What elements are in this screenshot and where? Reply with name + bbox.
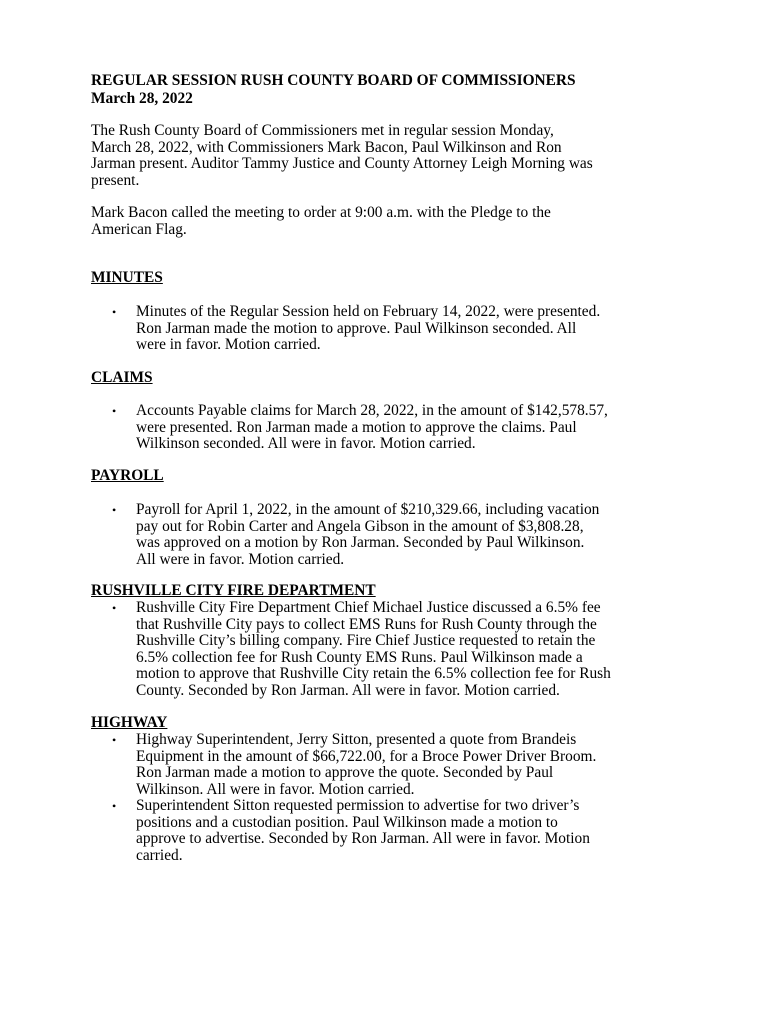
text-line: Accounts Payable claims for March 28, 2022, in the amount of $142,578.57,	[136, 402, 608, 419]
text-line: Ron Jarman made the motion to approve. Paul Wilkinson seconded. All	[136, 319, 577, 337]
section-heading-fire-department: RUSHVILLE CITY FIRE DEPARTMENT	[91, 582, 376, 599]
text-line: Mark Bacon called the meeting to order at 9:00 a.m. with the Pledge to the	[91, 204, 551, 221]
text-line: present.	[91, 171, 140, 189]
text-line: March 28, 2022, with Commissioners Mark Bacon, Paul Wilkinson and Ron	[91, 138, 562, 156]
list-item	[91, 403, 691, 453]
text-line: Equipment in the amount of $66,722.00, for a Broce Power Driver Broom.	[136, 747, 597, 765]
text-line: Superintendent Sitton requested permission to advertise for two driver’s	[136, 797, 580, 814]
list-item	[91, 502, 691, 568]
text-line: Rushville City’s billing company. Fire Chief Justice requested to retain the	[136, 632, 596, 649]
text-line: The Rush County Board of Commissioners met in regular session Monday,	[91, 122, 554, 139]
list-item	[91, 600, 691, 699]
text-line: Wilkinson. All were in favor. Motion carried.	[136, 780, 415, 798]
payroll-list	[91, 502, 691, 568]
list-item	[91, 798, 691, 864]
text-line: pay out for Robin Carter and Angela Gibson in the amount of $3,808.28,	[136, 517, 584, 535]
fire-department-list	[91, 600, 691, 699]
title-line-1: REGULAR SESSION RUSH COUNTY BOARD OF COMMISSIONERS	[91, 72, 576, 89]
title-date: March 28, 2022	[91, 90, 193, 107]
bullet-icon: •	[112, 733, 117, 747]
text-line: that Rushville City pays to collect EMS Runs for Rush County through the	[136, 615, 597, 633]
text-line: American Flag.	[91, 220, 187, 238]
text-line: approve to advertise. Seconded by Ron Jarman. All were in favor. Motion	[136, 830, 590, 847]
bullet-icon: •	[112, 404, 117, 418]
bullet-icon: •	[112, 305, 117, 319]
text-line: positions and a custodian position. Paul Wilkinson made a motion to	[136, 813, 558, 831]
section-heading-minutes: MINUTES	[91, 269, 163, 286]
section-heading-highway: HIGHWAY	[91, 714, 168, 731]
list-item	[91, 304, 691, 354]
text-line: was approved on a motion by Ron Jarman. Seconded by Paul Wilkinson.	[136, 534, 585, 551]
text-line: Minutes of the Regular Session held on February 14, 2022, were presented.	[136, 303, 601, 320]
claims-list	[91, 403, 691, 453]
list-item	[91, 732, 691, 798]
text-line: County. Seconded by Ron Jarman. All were in favor. Motion carried.	[136, 681, 560, 699]
bullet-icon: •	[112, 503, 117, 517]
highway-list	[91, 732, 691, 864]
text-line: 6.5% collection fee for Rush County EMS Runs. Paul Wilkinson made a	[136, 648, 583, 666]
minutes-list	[91, 304, 691, 354]
document-title	[91, 72, 576, 108]
text-line: Wilkinson seconded. All were in favor. Motion carried.	[136, 435, 476, 452]
section-heading-claims: CLAIMS	[91, 369, 153, 386]
call-to-order-paragraph	[91, 205, 681, 238]
text-line: motion to approve that Rushville City retain the 6.5% collection fee for Rush	[136, 665, 611, 682]
section-heading-payroll: PAYROLL	[91, 467, 164, 484]
text-line: Rushville City Fire Department Chief Michael Justice discussed a 6.5% fee	[136, 599, 601, 616]
text-line: All were in favor. Motion carried.	[136, 550, 345, 568]
text-line: were presented. Ron Jarman made a motion to approve the claims. Paul	[136, 418, 577, 436]
text-line: Ron Jarman made a motion to approve the quote. Seconded by Paul	[136, 764, 554, 781]
bullet-icon: •	[112, 601, 117, 615]
text-line: Highway Superintendent, Jerry Sitton, presented a quote from Brandeis	[136, 731, 577, 748]
text-line: carried.	[136, 846, 183, 864]
bullet-icon: •	[112, 799, 117, 813]
text-line: Jarman present. Auditor Tammy Justice and County Attorney Leigh Morning was	[91, 155, 593, 172]
text-line: were in favor. Motion carried.	[136, 336, 321, 353]
intro-paragraph	[91, 123, 681, 189]
text-line: Payroll for April 1, 2022, in the amount of $210,329.66, including vacation	[136, 501, 600, 518]
